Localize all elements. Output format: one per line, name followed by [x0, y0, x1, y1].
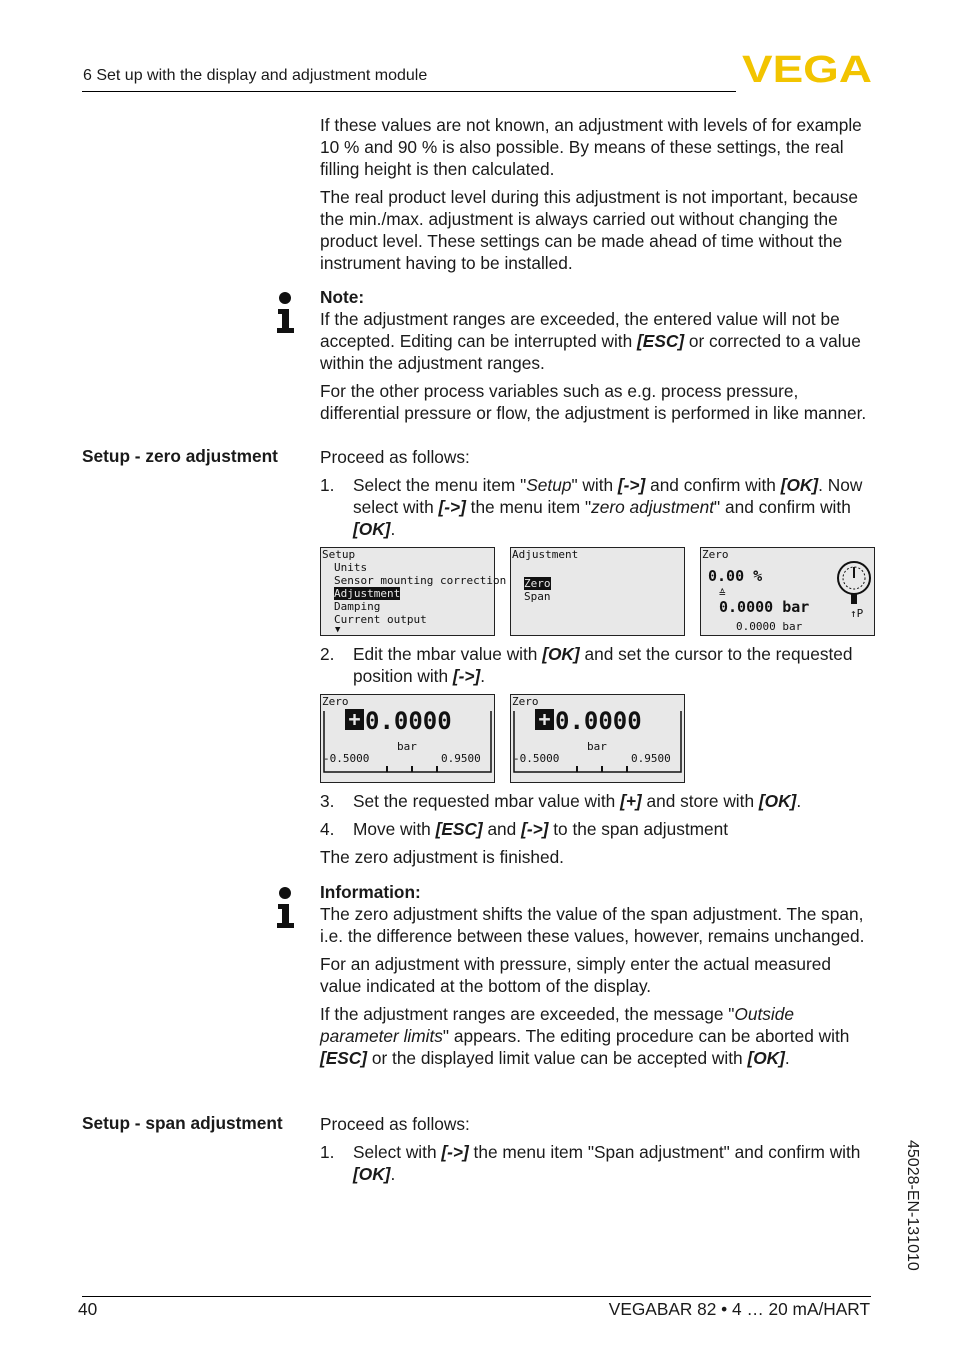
note-block — [320, 286, 875, 424]
zero-side-label: Setup - zero adjustment — [82, 446, 278, 466]
page-number: 40 — [78, 1299, 98, 1319]
zero-step-4: 4. Move with [ESC] and [->] to the span adjustment — [320, 819, 729, 839]
header-rule — [82, 91, 736, 92]
information-block — [320, 881, 875, 1069]
lcd-menu-item: Units — [334, 561, 368, 574]
lcd-menu-item-selected: Adjustment — [334, 587, 401, 600]
intro-block — [320, 114, 875, 274]
note-paragraph-1: If the adjustment ranges are exceeded, the entered value will not be accepted. Editing can be interrupted with [ESC] or corrected to a value within the adjustment ranges. — [320, 309, 861, 373]
zero-step-1: 1. Select the menu item "Setup" with [->] and confirm with [OK]. Now select with [->] the menu item "zero adjustment" and confirm with [OK]. — [320, 475, 863, 539]
information-paragraph-1: The zero adjustment shifts the value of the span adjustment. The span, i.e. the difference between these values, however, remains unchanged. — [320, 904, 865, 946]
lcd-equiv: ≙ — [719, 587, 726, 600]
lcd-menu-item-selected: Zero — [524, 577, 551, 590]
intro-paragraph-2: The real product level during this adjustment is not important, because the min./max. adjustment is always carried out without changing the product level. These settings can be made ahead of time without the instrument having to be installed. — [320, 187, 858, 273]
footer-rule — [82, 1296, 871, 1297]
information-title: Information: — [320, 882, 421, 902]
intro-paragraph-1: If these values are not known, an adjustment with levels of for example 10 % and 90 % is also possible. By means of these settings, the real filling height is then calculated. — [320, 115, 862, 179]
note-title: Note: — [320, 287, 365, 307]
span-step-1: 1. Select with [->] the menu item "Span adjustment" and confirm with [OK]. — [320, 1142, 861, 1184]
note-paragraph-2: For the other process variables such as e.g. process pressure, differential pressure or flow, the adjustment is performed in like manner. — [320, 381, 867, 423]
lcd-zero-edit-2 — [510, 694, 685, 783]
lcd-small-value: 0.0000 bar — [736, 620, 803, 633]
lcd-menu-item: Sensor mounting correction — [334, 574, 507, 587]
lcd-title: Setup — [322, 548, 356, 561]
span-intro: Proceed as follows: — [320, 1114, 470, 1134]
product-name: VEGABAR 82 • 4 … 20 mA/HART — [608, 1299, 870, 1319]
lcd-zero-display — [700, 547, 875, 636]
lcd-title: Zero — [702, 548, 729, 561]
lcd-menu-item: Current output — [334, 613, 427, 626]
document-id — [890, 1140, 921, 1290]
document-id-text: 45028-EN-131010 — [904, 1140, 921, 1271]
info-icon — [274, 887, 296, 929]
pressure-arrow-label: ↑P — [850, 607, 864, 620]
lcd-max: 0.9500 — [631, 752, 671, 765]
lcd-value: 0.0000 bar — [719, 598, 810, 616]
scroll-down-icon: ▼ — [335, 625, 341, 635]
lcd-frame — [513, 707, 682, 776]
lcd-unit: bar — [397, 740, 417, 753]
lcd-title: Zero — [322, 695, 349, 708]
lcd-title: Zero — [512, 695, 539, 708]
span-side-label: Setup - span adjustment — [82, 1113, 283, 1133]
pressure-gauge-icon — [835, 558, 873, 608]
zero-finished: The zero adjustment is finished. — [320, 847, 564, 867]
zero-step-2: 2. Edit the mbar value with [OK] and set the cursor to the requested position with [->]. — [320, 644, 853, 686]
lcd-min: -0.5000 — [323, 752, 370, 765]
vega-logo-text: VEGA — [742, 49, 872, 91]
information-paragraph-3: If the adjustment ranges are exceeded, the message "Outside parameter limits" appears. The editing procedure can be aborted with [ESC] or the displayed limit value can be accepted with [OK]. — [320, 1004, 850, 1068]
lcd-menu-item: Damping — [334, 600, 381, 613]
lcd-min: -0.5000 — [513, 752, 560, 765]
zero-step-3: 3. Set the requested mbar value with [+] and store with [OK]. — [320, 791, 802, 811]
lcd-percent: 0.00 % — [708, 567, 763, 585]
lcd-setup-menu — [320, 547, 507, 636]
lcd-menu-item: Span — [524, 590, 551, 603]
lcd-big-value: 0.0000 — [555, 707, 642, 735]
vega-logo — [742, 49, 872, 91]
lcd-title: Adjustment — [512, 548, 579, 561]
plus-cursor-icon: + — [535, 709, 554, 730]
lcd-frame — [323, 707, 492, 776]
plus-cursor-icon: + — [345, 709, 364, 730]
lcd-unit: bar — [587, 740, 607, 753]
lcd-max: 0.9500 — [441, 752, 481, 765]
lcd-zero-edit-1 — [320, 694, 495, 783]
information-paragraph-2: For an adjustment with pressure, simply enter the actual measured value indicated at the bottom of the display. — [320, 954, 831, 996]
lcd-adjustment-menu — [510, 547, 685, 636]
lcd-big-value: 0.0000 — [365, 707, 452, 735]
section-header: 6 Set up with the display and adjustment module — [83, 67, 428, 84]
info-icon — [274, 292, 296, 334]
zero-intro: Proceed as follows: — [320, 447, 470, 467]
